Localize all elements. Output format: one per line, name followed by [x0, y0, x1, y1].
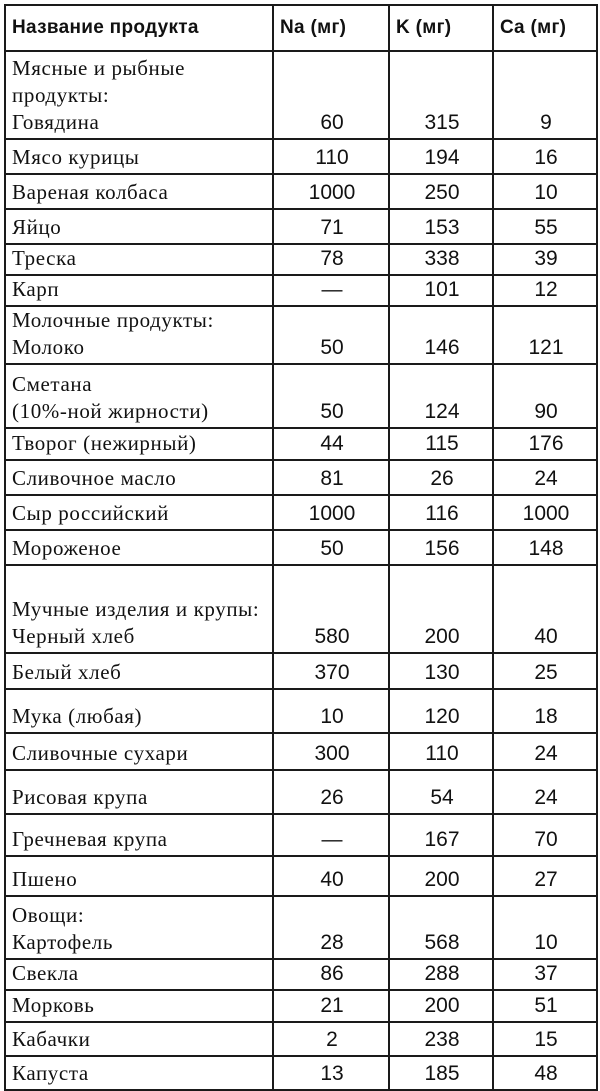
- product-name-cell: [5, 896, 273, 959]
- sodium-value: —: [273, 814, 389, 856]
- calcium-value: 24: [493, 733, 597, 770]
- product-name: Мука (любая): [12, 704, 143, 728]
- sodium-value: 13: [273, 1056, 389, 1090]
- calcium-value: 24: [493, 770, 597, 814]
- product-name-cell: [5, 733, 273, 770]
- table-row: [5, 460, 597, 495]
- product-name: Сыр российский: [12, 501, 169, 525]
- sodium-value: 28: [273, 896, 389, 959]
- potassium-value: 238: [389, 1022, 493, 1056]
- sodium-value: 1000: [273, 174, 389, 209]
- sodium-value: 2: [273, 1022, 389, 1056]
- potassium-value: 101: [389, 275, 493, 306]
- product-name-cell: [5, 653, 273, 689]
- calcium-value: 70: [493, 814, 597, 856]
- potassium-value: 167: [389, 814, 493, 856]
- calcium-value: 39: [493, 244, 597, 275]
- potassium-value: 200: [389, 565, 493, 653]
- product-name: Карп: [12, 277, 60, 301]
- calcium-value: 24: [493, 460, 597, 495]
- product-name: Кабачки: [12, 1027, 91, 1051]
- sodium-value: 40: [273, 856, 389, 896]
- table-row: [5, 306, 597, 364]
- table-row: [5, 174, 597, 209]
- table-row: [5, 565, 597, 653]
- product-name: Треска: [12, 246, 77, 270]
- calcium-value: 25: [493, 653, 597, 689]
- product-name-cell: [5, 565, 273, 653]
- product-name: Черный хлеб: [12, 624, 135, 648]
- group-label: Сметана: [12, 372, 93, 396]
- product-name: Молоко: [12, 335, 85, 359]
- calcium-value: 15: [493, 1022, 597, 1056]
- table-row: [5, 990, 597, 1022]
- table-row: [5, 896, 597, 959]
- table-row: [5, 495, 597, 530]
- table-row: [5, 1056, 597, 1090]
- potassium-value: 115: [389, 428, 493, 460]
- product-name: Капуста: [12, 1061, 89, 1085]
- product-name: Сливочные сухари: [12, 741, 189, 765]
- table-row: [5, 653, 597, 689]
- potassium-value: 200: [389, 856, 493, 896]
- calcium-value: 48: [493, 1056, 597, 1090]
- sodium-value: 370: [273, 653, 389, 689]
- table-row: [5, 51, 597, 139]
- potassium-value: 124: [389, 364, 493, 428]
- product-name: Сливочное масло: [12, 466, 177, 490]
- header-calcium: Ca (мг): [493, 5, 597, 51]
- sodium-value: 86: [273, 959, 389, 990]
- table-row: [5, 209, 597, 244]
- product-name-cell: [5, 1022, 273, 1056]
- sodium-value: 50: [273, 306, 389, 364]
- product-name-cell: [5, 139, 273, 174]
- sodium-value: 78: [273, 244, 389, 275]
- product-name-cell: [5, 209, 273, 244]
- calcium-value: 55: [493, 209, 597, 244]
- product-name: Говядина: [12, 110, 100, 134]
- product-name-cell: [5, 1056, 273, 1090]
- product-name-cell: [5, 460, 273, 495]
- table-row: [5, 959, 597, 990]
- group-label: Мясные и рыбные продукты:: [12, 56, 186, 107]
- product-name-cell: [5, 364, 273, 428]
- product-name-cell: [5, 275, 273, 306]
- sodium-value: 580: [273, 565, 389, 653]
- calcium-value: 37: [493, 959, 597, 990]
- table-row: [5, 275, 597, 306]
- sodium-value: 21: [273, 990, 389, 1022]
- potassium-value: 200: [389, 990, 493, 1022]
- header-row: [5, 5, 597, 51]
- product-name: Гречневая крупа: [12, 827, 168, 851]
- product-name: Белый хлеб: [12, 660, 122, 684]
- sodium-value: 10: [273, 689, 389, 733]
- product-name: Яйцо: [12, 215, 62, 239]
- group-label: Молочные продукты:: [12, 308, 214, 332]
- header-potassium: K (мг): [389, 5, 493, 51]
- product-name: (10%-ной жирности): [12, 399, 209, 423]
- potassium-value: 338: [389, 244, 493, 275]
- product-name-cell: [5, 51, 273, 139]
- product-name: Пшено: [12, 867, 78, 891]
- sodium-value: 300: [273, 733, 389, 770]
- product-name-cell: [5, 244, 273, 275]
- potassium-value: 26: [389, 460, 493, 495]
- calcium-value: 176: [493, 428, 597, 460]
- calcium-value: 10: [493, 174, 597, 209]
- table-row: [5, 689, 597, 733]
- calcium-value: 12: [493, 275, 597, 306]
- calcium-value: 90: [493, 364, 597, 428]
- header-product-name: Название продукта: [5, 5, 273, 51]
- nutrient-table: [4, 4, 598, 1091]
- calcium-value: 27: [493, 856, 597, 896]
- sodium-value: 50: [273, 364, 389, 428]
- potassium-value: 156: [389, 530, 493, 565]
- table-row: [5, 1022, 597, 1056]
- potassium-value: 568: [389, 896, 493, 959]
- product-name: Мясо курицы: [12, 145, 140, 169]
- product-name-cell: [5, 689, 273, 733]
- product-name-cell: [5, 428, 273, 460]
- potassium-value: 194: [389, 139, 493, 174]
- table-row: [5, 856, 597, 896]
- table-row: [5, 733, 597, 770]
- sodium-value: 26: [273, 770, 389, 814]
- header-sodium: Na (мг): [273, 5, 389, 51]
- product-name: Рисовая крупа: [12, 785, 148, 809]
- calcium-value: 9: [493, 51, 597, 139]
- product-name: Картофель: [12, 930, 114, 954]
- calcium-value: 148: [493, 530, 597, 565]
- potassium-value: 185: [389, 1056, 493, 1090]
- sodium-value: 60: [273, 51, 389, 139]
- potassium-value: 54: [389, 770, 493, 814]
- group-label: Овощи:: [12, 903, 85, 927]
- potassium-value: 288: [389, 959, 493, 990]
- sodium-value: 1000: [273, 495, 389, 530]
- calcium-value: 16: [493, 139, 597, 174]
- potassium-value: 110: [389, 733, 493, 770]
- potassium-value: 116: [389, 495, 493, 530]
- calcium-value: 18: [493, 689, 597, 733]
- calcium-value: 40: [493, 565, 597, 653]
- table-row: [5, 530, 597, 565]
- table-row: [5, 244, 597, 275]
- group-label: Мучные изделия и крупы:: [12, 597, 260, 621]
- potassium-value: 130: [389, 653, 493, 689]
- product-name-cell: [5, 306, 273, 364]
- product-name-cell: [5, 174, 273, 209]
- sodium-value: 71: [273, 209, 389, 244]
- table-row: [5, 364, 597, 428]
- potassium-value: 315: [389, 51, 493, 139]
- product-name-cell: [5, 530, 273, 565]
- table-row: [5, 139, 597, 174]
- potassium-value: 120: [389, 689, 493, 733]
- product-name-cell: [5, 990, 273, 1022]
- product-name-cell: [5, 814, 273, 856]
- sodium-value: 81: [273, 460, 389, 495]
- product-name: Свекла: [12, 961, 79, 985]
- product-name-cell: [5, 959, 273, 990]
- table-row: [5, 770, 597, 814]
- calcium-value: 51: [493, 990, 597, 1022]
- calcium-value: 1000: [493, 495, 597, 530]
- potassium-value: 146: [389, 306, 493, 364]
- product-name: Творог (нежирный): [12, 431, 197, 455]
- calcium-value: 10: [493, 896, 597, 959]
- product-name-cell: [5, 495, 273, 530]
- product-name-cell: [5, 856, 273, 896]
- product-name-cell: [5, 770, 273, 814]
- product-name: Мороженое: [12, 536, 122, 560]
- table-row: [5, 428, 597, 460]
- calcium-value: 121: [493, 306, 597, 364]
- potassium-value: 250: [389, 174, 493, 209]
- table-body: [5, 51, 597, 1090]
- product-name: Морковь: [12, 993, 95, 1017]
- sodium-value: 44: [273, 428, 389, 460]
- sodium-value: 50: [273, 530, 389, 565]
- potassium-value: 153: [389, 209, 493, 244]
- sodium-value: 110: [273, 139, 389, 174]
- sodium-value: —: [273, 275, 389, 306]
- table-row: [5, 814, 597, 856]
- product-name: Вареная колбаса: [12, 180, 169, 204]
